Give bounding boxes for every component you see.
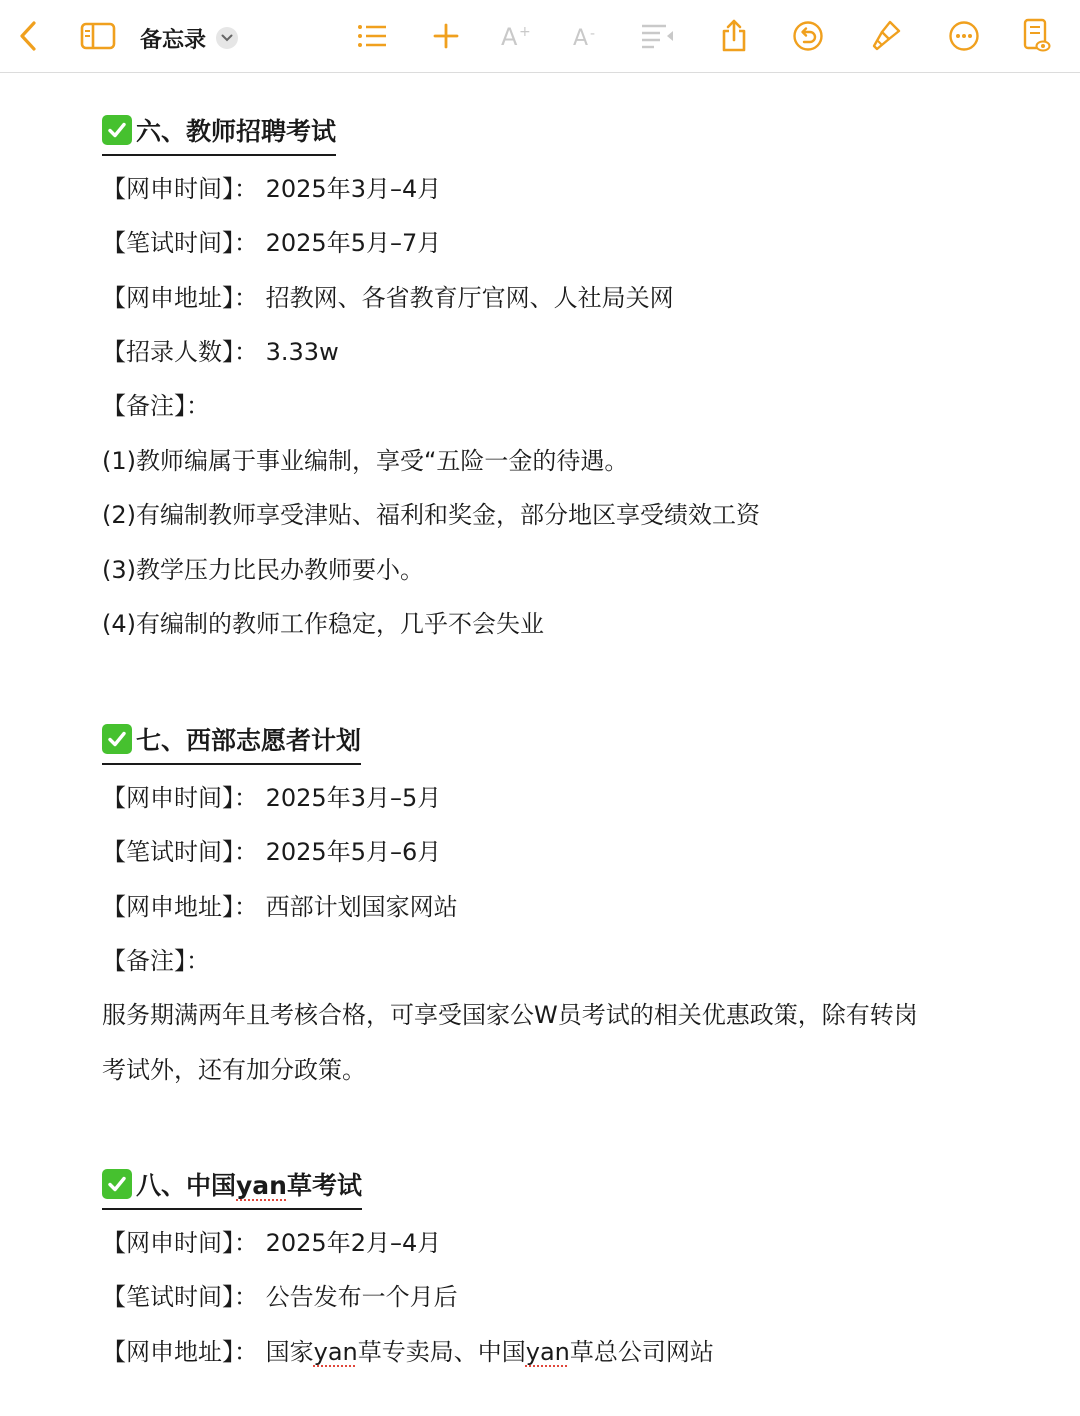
check-mark-icon — [102, 724, 132, 754]
note-line: (3)教学压力比民办教师要小。 — [102, 556, 424, 584]
note-line: 【网申地址】： 招教网、各省教育厅官网、人社局关网 — [102, 284, 674, 312]
more-icon[interactable] — [942, 14, 986, 58]
note-title[interactable] — [140, 20, 238, 56]
note-line: (1)教师编属于事业编制，享受“五险一金的待遇。 — [102, 447, 629, 475]
note-line: 【网申地址】： 西部计划国家网站 — [102, 893, 458, 921]
note-line: 【笔试时间】： 公告发布一个月后 — [102, 1283, 458, 1311]
note-line: 【招录人数】： 3.33w — [102, 338, 339, 366]
sidebar-icon[interactable] — [76, 14, 120, 58]
spellcheck-word: yan — [525, 1338, 570, 1366]
toolbar — [0, 0, 1080, 73]
section-heading — [102, 1162, 362, 1210]
note-line: 【网申地址】： 国家yan草专卖局、中国yan草总公司网站 — [102, 1338, 714, 1366]
section-heading-text: 八、中国yan草考试 — [136, 1171, 362, 1200]
svg-text:-: - — [590, 26, 596, 42]
note-title-text: 备忘录 — [140, 27, 207, 53]
font-increase-icon[interactable] — [494, 14, 538, 58]
chevron-down-icon[interactable] — [216, 27, 238, 49]
indent-icon[interactable] — [636, 14, 680, 58]
note-line: 【网申时间】： 2025年3月–4月 — [102, 175, 442, 203]
back-icon[interactable] — [8, 14, 48, 58]
note-line: 【网申时间】： 2025年2月–4月 — [102, 1229, 442, 1257]
font-decrease-icon[interactable] — [564, 14, 608, 58]
plus-icon[interactable] — [424, 14, 468, 58]
undo-icon[interactable] — [786, 14, 830, 58]
note-line: (2)有编制教师享受津贴、福利和奖金，部分地区享受绩效工资 — [102, 501, 760, 529]
note-line: 服务期满两年且考核合格，可享受国家公W员考试的相关优惠政策，除有转岗 — [102, 1001, 918, 1029]
section-heading-text: 七、西部志愿者计划 — [136, 726, 362, 755]
svg-text:A: A — [573, 26, 589, 50]
note-line: 【网申时间】： 2025年3月–5月 — [102, 784, 442, 812]
svg-text:A: A — [501, 23, 518, 50]
note-line: 【笔试时间】： 2025年5月–7月 — [102, 229, 442, 257]
note-line: 【备注】： — [102, 392, 210, 420]
spellcheck-word: yan — [313, 1338, 358, 1366]
check-mark-icon — [102, 115, 132, 145]
check-mark-icon — [102, 1169, 132, 1199]
note-line: 【笔试时间】： 2025年5月–6月 — [102, 838, 442, 866]
brush-icon[interactable] — [864, 14, 908, 58]
note-line: 考试外，还有加分政策。 — [102, 1056, 366, 1084]
list-icon[interactable] — [350, 14, 394, 58]
section-heading — [102, 108, 336, 156]
note-line: 【备注】： — [102, 947, 210, 975]
svg-text:+: + — [519, 24, 531, 40]
note-line: (4)有编制的教师工作稳定，几乎不会失业 — [102, 610, 544, 638]
spellcheck-word: yan — [236, 1171, 287, 1200]
share-icon[interactable] — [712, 14, 756, 58]
note-view-icon[interactable] — [1014, 14, 1058, 58]
section-heading — [102, 717, 361, 765]
section-heading-text: 六、教师招聘考试 — [136, 117, 337, 146]
